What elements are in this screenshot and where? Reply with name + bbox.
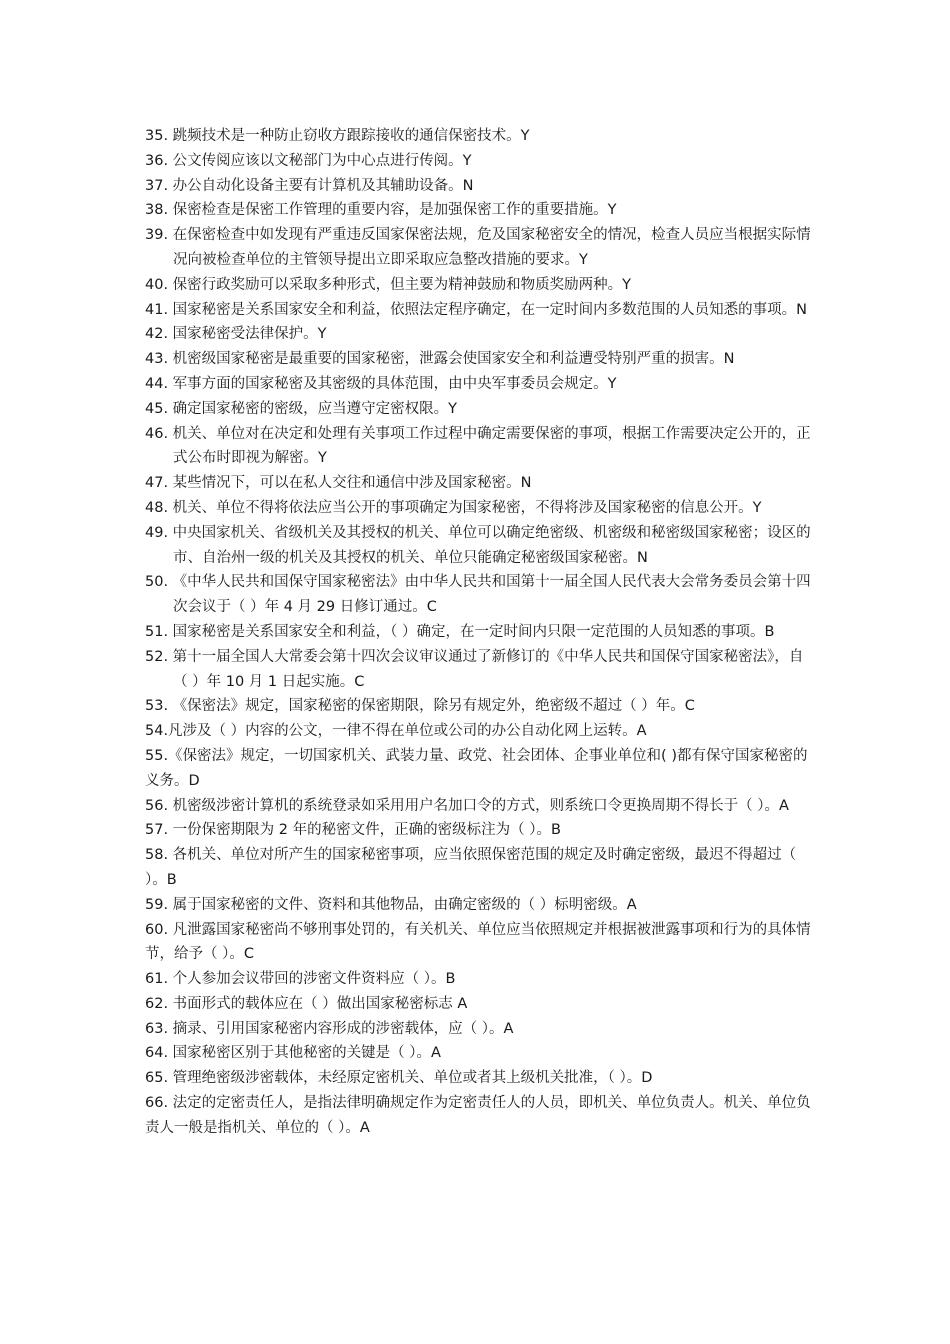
question-item: 59. 属于国家秘密的文件、资料和其他物品，由确定密级的（ ）标明密级。A [145, 896, 637, 913]
question-item: 51. 国家秘密是关系国家安全和利益，（ ）确定，在一定时间内只限一定范围的人员知悉的事项。B [145, 623, 775, 640]
question-item: 57. 一份保密期限为 2 年的秘密文件，正确的密级标注为（ ）。B [145, 822, 561, 839]
question-item: 62. 书面形式的载体应在（ ）做出国家秘密标志 A [145, 995, 468, 1012]
question-item: 61. 个人参加会议带回的涉密文件资料应（ ）。B [145, 971, 456, 988]
question-item: 50. 《中华人民共和国保守国家秘密法》由中华人民共和国第十一届全国人民代表大会常务委员会第十四次会议于（ ）年 4 月 29 日修订通过。C [145, 574, 811, 616]
question-item: 54.凡涉及（ ）内容的公文，一律不得在单位或公司的办公自动化网上运转。A [145, 723, 647, 740]
question-item: 65. 管理绝密级涉密载体，未经原定密机关、单位或者其上级机关批准，（ ）。D [145, 1070, 653, 1087]
question-item: 55.《保密法》规定，一切国家机关、武装力量、政党、社会团体、企事业单位和( )都有保守国家秘密的义务。D [145, 747, 808, 789]
question-item: 52. 第十一届全国人大常委会第十四次会议审议通过了新修订的《中华人民共和国保守国家秘密法》，自（ ）年 10 月 1 日起实施。C [145, 648, 804, 690]
question-item: 63. 摘录、引用国家秘密内容形成的涉密载体，应（ ）。A [145, 1020, 514, 1037]
question-item: 60. 凡泄露国家秘密尚不够刑事处罚的，有关机关、单位应当依照规定并根据被泄露事项和行为的具体情节，给予（ ）。C [145, 921, 811, 963]
question-item: 36. 公文传阅应该以文秘部门为中心点进行传阅。Y [145, 152, 472, 169]
question-list [145, 124, 815, 1141]
question-item: 49. 中央国家机关、省级机关及其授权的机关、单位可以确定绝密级、机密级和秘密级国家秘密；设区的市、自治州一级的机关及其授权的机关、单位只能确定秘密级国家秘密。N [145, 524, 811, 566]
question-item: 41. 国家秘密是关系国家安全和利益，依照法定程序确定，在一定时间内多数范围的人员知悉的事项。N [145, 301, 808, 318]
question-item: 44. 军事方面的国家秘密及其密级的具体范围，由中央军事委员会规定。Y [145, 375, 617, 392]
question-item: 56. 机密级涉密计算机的系统登录如采用用户名加口令的方式，则系统口令更换周期不得长于（ ）。A [145, 797, 789, 814]
question-item: 40. 保密行政奖励可以采取多种形式，但主要为精神鼓励和物质奖励两种。Y [145, 276, 632, 293]
question-item: 38. 保密检查是保密工作管理的重要内容，是加强保密工作的重要措施。Y [145, 202, 617, 219]
question-item: 46. 机关、单位对在决定和处理有关事项工作过程中确定需要保密的事项，根据工作需要决定公开的，正式公布时即视为解密。Y [145, 425, 811, 467]
question-item: 48. 机关、单位不得将依法应当公开的事项确定为国家秘密，不得将涉及国家秘密的信息公开。Y [145, 499, 762, 516]
question-item: 35. 跳频技术是一种防止窃收方跟踪接收的通信保密技术。Y [145, 128, 530, 144]
question-item: 39. 在保密检查中如发现有严重违反国家保密法规，危及国家秘密安全的情况，检查人员应当根据实际情况向被检查单位的主管领导提出立即采取应急整改措施的要求。Y [145, 227, 811, 268]
question-item: 66. 法定的定密责任人，是指法律明确规定作为定密责任人的人员，即机关、单位负责人。机关、单位负责人一般是指机关、单位的（ ）。A [145, 1095, 811, 1136]
question-item: 37. 办公自动化设备主要有计算机及其辅助设备。N [145, 177, 474, 194]
question-item: 47. 某些情况下，可以在私人交往和通信中涉及国家秘密。N [145, 475, 532, 492]
question-item: 42. 国家秘密受法律保护。Y [145, 326, 327, 343]
question-item: 58. 各机关、单位对所产生的国家秘密事项，应当依照保密范围的规定及时确定密级，最迟不得超过（ ）。B [145, 847, 797, 888]
question-item: 53. 《保密法》规定，国家秘密的保密期限，除另有规定外，绝密级不超过（ ）年。C [145, 698, 695, 715]
question-item: 45. 确定国家秘密的密级，应当遵守定密权限。Y [145, 400, 458, 417]
question-item: 64. 国家秘密区别于其他秘密的关键是（ ）。A [145, 1045, 441, 1062]
question-item: 43. 机密级国家秘密是最重要的国家秘密，泄露会使国家安全和利益遭受特别严重的损害。N [145, 351, 735, 368]
